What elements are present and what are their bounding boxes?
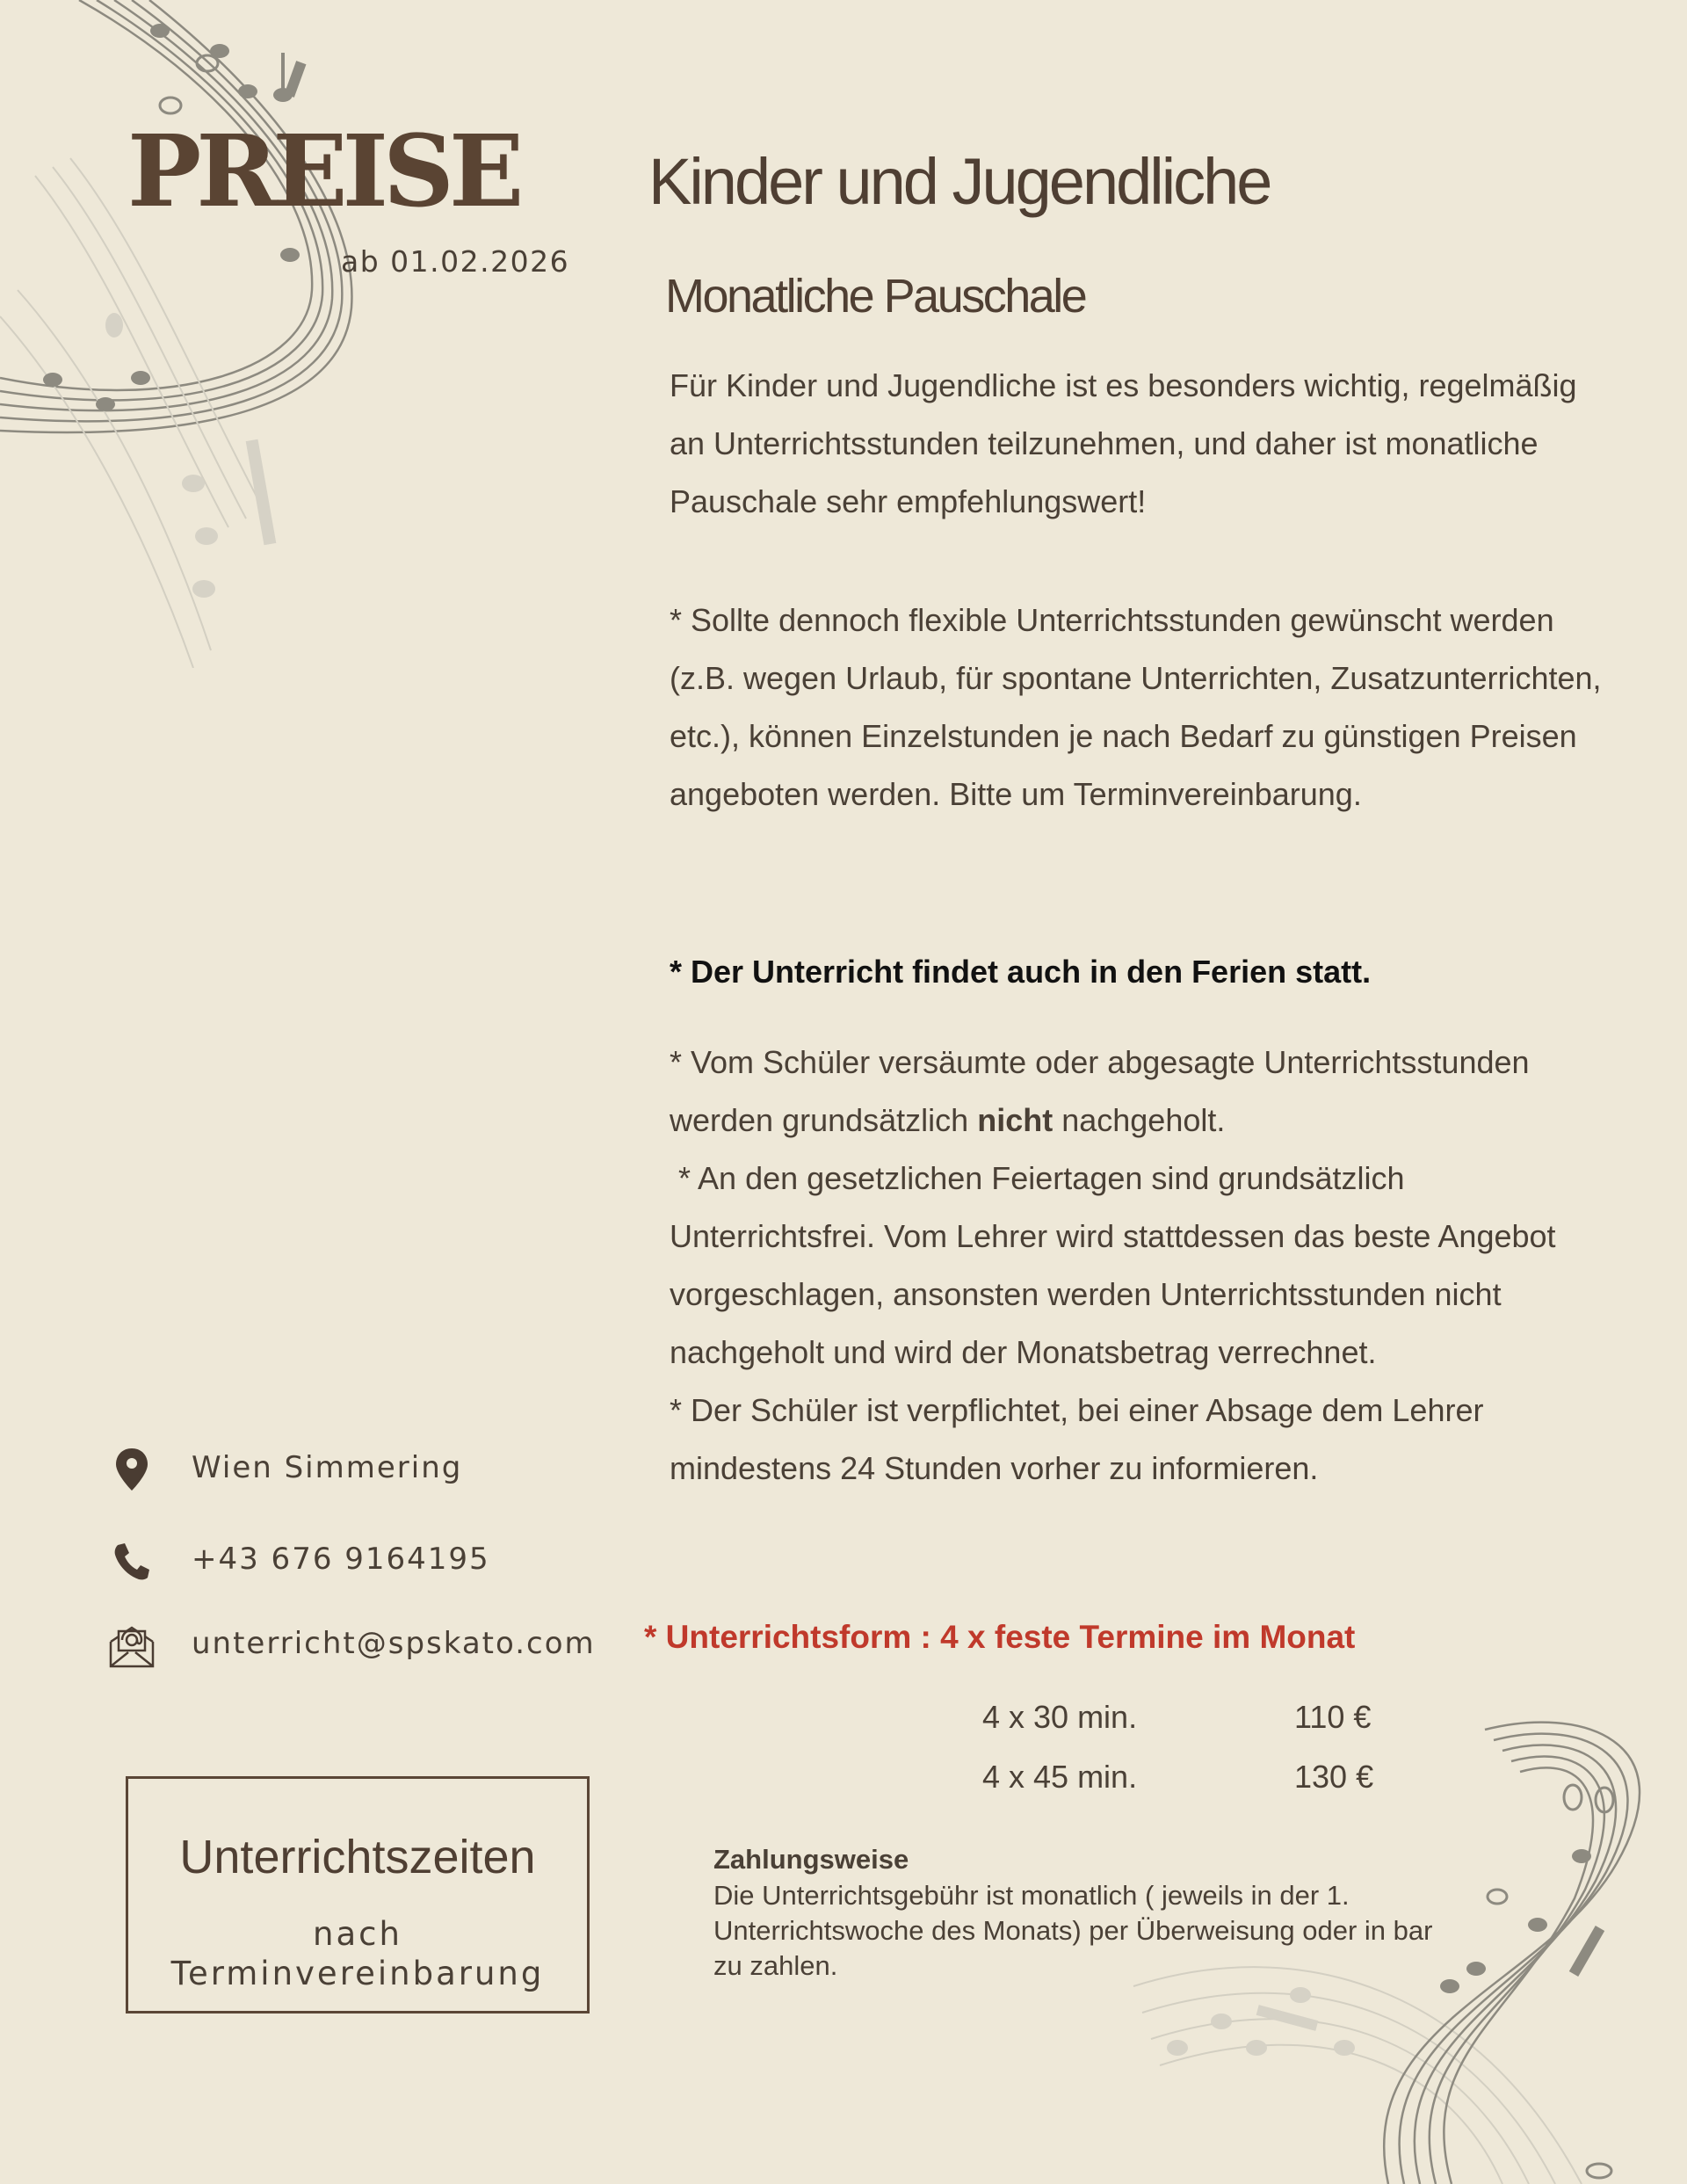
cancellation-rule: * Der Schüler ist verpflichtet, bei einer Absage dem Lehrer mindestens 24 Stunden vorher zu informieren.	[670, 1392, 1484, 1486]
payment-text: Die Unterrichtsgebühr ist monatlich ( jeweils in der 1. Unterrichtswoche des Monats) per Überweisung oder in bar zu zahlen.	[713, 1880, 1433, 1981]
price-duration-2: 4 x 45 min.	[982, 1759, 1138, 1795]
price-amount-2: 130 €	[1294, 1759, 1374, 1795]
page-title: PREISE	[127, 114, 519, 229]
public-holiday-rule: * An den gesetzlichen Feiertagen sind grundsätzlich Unterrichtsfrei. Vom Lehrer wird stattdessen das beste Angebot vorgeschlagen, ansonsten werden Unterrichtsstunden nicht nachgeholt und wird der Monatsbetrag verrechnet.	[670, 1160, 1565, 1370]
holidays-note: * Der Unterricht findet auch in den Ferien statt.	[670, 954, 1372, 990]
price-amount-1: 110 €	[1294, 1699, 1372, 1735]
missed-rule-emphasis: nicht	[977, 1102, 1053, 1138]
valid-from-date: ab 01.02.2026	[341, 244, 570, 279]
location-pin-icon	[105, 1443, 158, 1496]
missed-lessons-rule	[670, 1034, 1618, 1150]
missed-rule-end: nachgeholt.	[1053, 1102, 1226, 1138]
flexible-lessons-note: * Sollte dennoch flexible Unterrichtsstunden gewünscht werden (z.B. wegen Urlaub, für spontane Unterrichten, Zusatzunterrichten, etc.), können Einzelstunden je nach Bedarf zu günstigen Preisen angeboten werden. Bitte um Terminvereinbarung.	[670, 602, 1602, 812]
payment-title: Zahlungsweise	[713, 1844, 909, 1875]
lesson-hours-line-1: nach	[313, 1915, 402, 1953]
rules-block	[670, 1034, 1618, 1498]
intro-paragraph: Für Kinder und Jugendliche ist es besonders wichtig, regelmäßig an Unterrichtsstunden teilzunehmen, und daher ist monatliche Pauschale sehr empfehlungswert!	[670, 367, 1577, 519]
lesson-hours-line-2: Terminvereinbarung	[170, 1955, 545, 1992]
lesson-hours-box	[126, 1776, 590, 2013]
section-heading: Kinder und Jugendliche	[648, 145, 1271, 218]
price-duration-1: 4 x 30 min.	[982, 1699, 1138, 1735]
phone-text[interactable]: +43 676 9164195	[192, 1542, 490, 1577]
envelope-icon	[105, 1619, 158, 1672]
lesson-form-note: * Unterrichtsform : 4 x feste Termine im Monat	[644, 1619, 1356, 1655]
lesson-hours-title: Unterrichtszeiten	[179, 1831, 536, 1883]
section-subheading: Monatliche Pauschale	[665, 270, 1086, 323]
email-text[interactable]: unterricht@spskato.com	[192, 1626, 596, 1661]
missed-rule-text: * Vom Schüler versäumte oder abgesagte Unterrichtsstunden werden grundsätzlich	[670, 1044, 1530, 1138]
music-staff-decoration-top-left	[0, 0, 369, 668]
location-text: Wien Simmering	[192, 1450, 463, 1485]
phone-icon	[105, 1535, 158, 1587]
